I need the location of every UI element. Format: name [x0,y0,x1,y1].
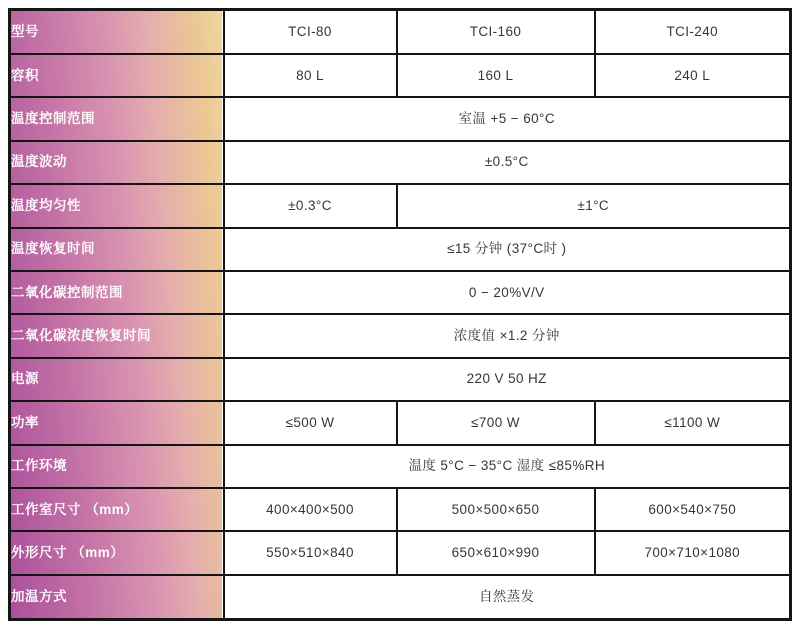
spec-value-cell: 500×500×650 [397,488,595,531]
row-label: 工作室尺寸 （mm） [10,488,224,531]
row-label: 温度恢复时间 [10,228,224,271]
table-row [10,228,791,271]
spec-value-cell: 650×610×990 [397,531,595,574]
spec-value-cell: 室温 +5 − 60°C [224,97,791,140]
spec-value-cell: ≤700 W [397,401,595,444]
product-spec-table [8,8,792,621]
table-row [10,531,791,574]
spec-value-cell: 220 V 50 HZ [224,358,791,401]
spec-value-cell: ≤500 W [224,401,397,444]
table-row [10,401,791,444]
row-label: 加温方式 [10,575,224,620]
spec-value-cell: 550×510×840 [224,531,397,574]
spec-value-cell: 0 − 20%V/V [224,271,791,314]
spec-value-cell: ≤15 分钟 (37°C时 ) [224,228,791,271]
table-row [10,488,791,531]
spec-value-cell: ≤1100 W [595,401,791,444]
spec-value-cell: 240 L [595,54,791,97]
spec-value-cell: TCI-240 [595,10,791,55]
table-row [10,184,791,227]
spec-value-cell: 自然蒸发 [224,575,791,620]
spec-value-cell: 700×710×1080 [595,531,791,574]
table-row [10,141,791,184]
spec-value-cell: 160 L [397,54,595,97]
spec-value-cell: 80 L [224,54,397,97]
spec-value-cell: 400×400×500 [224,488,397,531]
row-label: 工作环境 [10,445,224,488]
spec-value-cell: 温度 5°C − 35°C 湿度 ≤85%RH [224,445,791,488]
spec-value-cell: ±0.5°C [224,141,791,184]
spec-value-cell: 600×540×750 [595,488,791,531]
row-label: 电源 [10,358,224,401]
spec-value-cell: TCI-160 [397,10,595,55]
spec-value-cell: 浓度值 ×1.2 分钟 [224,314,791,357]
table-row [10,97,791,140]
table-row [10,445,791,488]
spec-value-cell: ±1°C [397,184,791,227]
spec-value-cell: TCI-80 [224,10,397,55]
row-label: 二氧化碳浓度恢复时间 [10,314,224,357]
spec-table-body [10,10,791,620]
table-row [10,358,791,401]
row-label: 二氧化碳控制范围 [10,271,224,314]
row-label: 温度控制范围 [10,97,224,140]
row-label: 容积 [10,54,224,97]
spec-table-container [8,8,789,621]
table-row [10,314,791,357]
table-row [10,575,791,620]
row-label: 功率 [10,401,224,444]
row-label: 型号 [10,10,224,55]
row-label: 外形尺寸 （mm） [10,531,224,574]
table-row [10,271,791,314]
row-label: 温度波动 [10,141,224,184]
spec-value-cell: ±0.3°C [224,184,397,227]
table-row [10,54,791,97]
table-row [10,10,791,55]
row-label: 温度均匀性 [10,184,224,227]
